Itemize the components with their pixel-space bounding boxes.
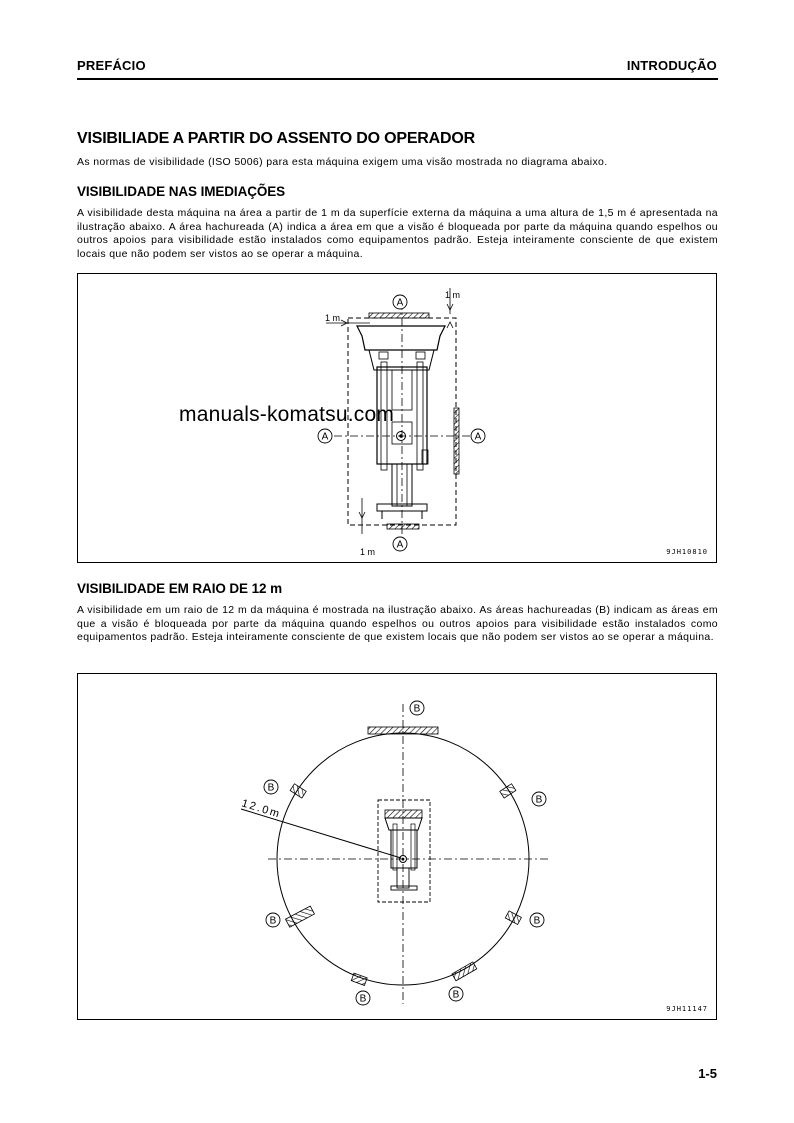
watermark: manuals-komatsu.com [179, 403, 395, 426]
zone-b-text-bottom-right: B [452, 989, 460, 1001]
blocked-arc-left-upper [290, 784, 306, 798]
zone-b-label-bottom-left [356, 991, 370, 1005]
blocked-area-front [369, 313, 429, 318]
blocked-arc-rear-left [351, 973, 367, 985]
blocked-arc-right-lower [505, 911, 521, 925]
blocked-area-rear [387, 524, 419, 529]
zone-a-text-right: A [474, 431, 482, 443]
zone-b-label-bottom-right [449, 987, 463, 1001]
machine-blade [357, 326, 445, 350]
radius-visibility-text: A visibilidade em um raio de 12 m da máquina é mostrada na ilustração abaixo. As áreas hachureadas (B) indicam as áreas em que a visão é bloqueada por parte da máquina quando espelhos ou outros apoios para visibilidade estão instalados como equipamentos padrão. Esteja inteiramente consciente de que existem locais que não podem ser vistos ao se operar a máquina. [77, 604, 718, 644]
blocked-arc-left-lower [286, 906, 315, 927]
zone-b-label-left-lower [266, 913, 280, 927]
zone-b-text-left-lower: B [269, 915, 277, 927]
zone-a-label-right [471, 429, 485, 443]
zone-b-label-top [410, 701, 424, 715]
dimension-label-top-right: 1 m [445, 290, 461, 300]
figure-code: 9JH10810 [666, 548, 708, 556]
radius-visibility-diagram [78, 674, 718, 1021]
zone-a-text-bottom: A [396, 539, 404, 551]
blocked-area-right [454, 408, 459, 474]
blocked-arc-front [368, 727, 438, 734]
near-visibility-figure [77, 273, 717, 563]
near-visibility-diagram [78, 274, 718, 564]
figure-code: 9JH11147 [666, 1005, 708, 1013]
radius-visibility-title: VISIBILIDADE EM RAIO DE 12 m [77, 581, 282, 596]
radius-label: 12.0m [240, 797, 283, 821]
blocked-arc-rear-right [452, 962, 477, 981]
dimension-label-bottom: 1 m [360, 547, 376, 557]
zone-b-label-right-lower [530, 913, 544, 927]
zone-a-label-bottom [393, 537, 407, 551]
zone-a-text-top: A [396, 297, 404, 309]
page-number: 1-5 [698, 1066, 717, 1081]
header-chapter-label: INTRODUÇÃO [626, 58, 717, 73]
zone-b-label-left-upper [264, 780, 278, 794]
near-visibility-text: A visibilidade desta máquina na área a partir de 1 m da superfície externa da máquina a uma altura de 1,5 m é apresentada na ilustração abaixo. A área hachureada (A) indica a área em que a visão é bloqueada por parte da máquina quando espelhos ou outros apoios para visibilidade estão instalados como equipamentos padrão. Esteja inteiramente consciente de que existem locais que não podem ser vistos ao se operar a máquina. [77, 207, 718, 261]
zone-b-text-right-upper: B [535, 794, 543, 806]
zone-b-text-bottom-left: B [359, 993, 367, 1005]
zone-a-text-left: A [321, 431, 329, 443]
zone-b-text-top: B [413, 703, 421, 715]
header-divider [77, 78, 718, 80]
radius-visibility-figure [77, 673, 717, 1020]
zone-b-text-left-upper: B [267, 782, 275, 794]
section-intro: As normas de visibilidade (ISO 5006) para esta máquina exigem uma visão mostrada no diagrama abaixo. [77, 156, 608, 168]
zone-b-label-right-upper [532, 792, 546, 806]
section-title: VISIBILIADE A PARTIR DO ASSENTO DO OPERADOR [77, 130, 475, 147]
blocked-arc-right-upper [500, 784, 516, 798]
zone-b-text-right-lower: B [533, 915, 541, 927]
zone-a-label-left [318, 429, 332, 443]
near-visibility-title: VISIBILIDADE NAS IMEDIAÇÕES [77, 184, 286, 199]
header-section-label: PREFÁCIO [77, 58, 146, 73]
zone-a-label-top [393, 295, 407, 309]
dimension-label-top-left: 1 m [325, 313, 341, 323]
